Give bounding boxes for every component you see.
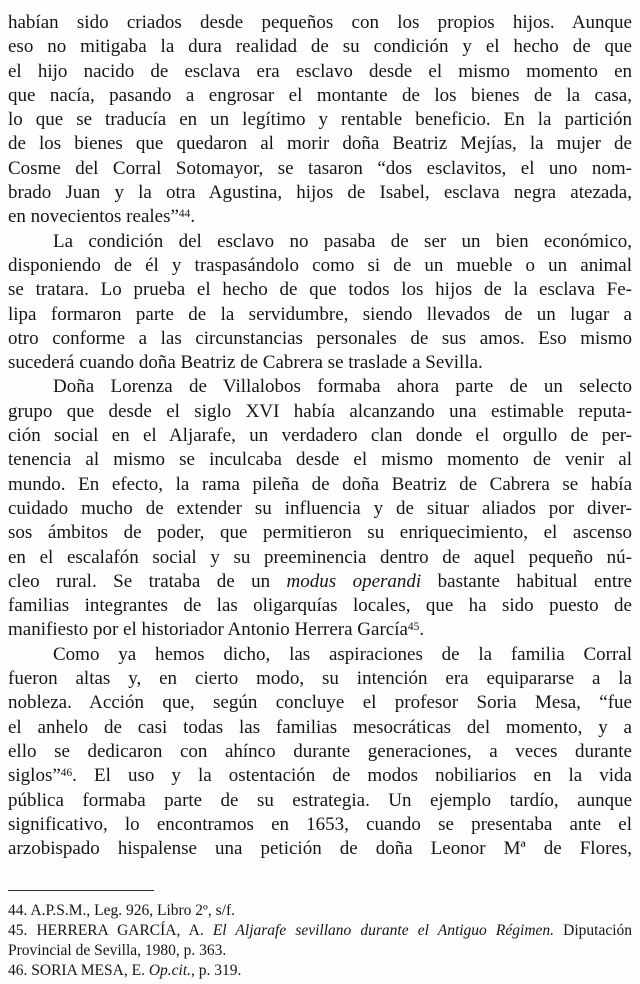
text-segment: . — [419, 619, 425, 641]
text-line — [8, 108, 632, 132]
text-line — [8, 764, 632, 788]
text-line — [8, 205, 632, 229]
text-line — [8, 473, 632, 497]
text-segment: , p. 319. — [191, 962, 242, 980]
text-line — [8, 618, 632, 642]
text-line — [8, 303, 632, 327]
text-line — [8, 521, 632, 545]
text-segment: La condición del esclavo no pasaba de ser un bien económico, — [53, 230, 632, 252]
text-segment: modus operandi — [286, 570, 422, 592]
text-segment: el hijo nacido de esclava era esclavo desde el mismo momento en — [8, 60, 632, 82]
text-segment: brado Juan y la otra Agustina, hijos de Isabel, esclava negra atezada, — [8, 182, 632, 204]
text-segment: grupo que desde el siglo XVI había alcanzando una estimable reputa- — [8, 400, 632, 422]
text-line — [8, 157, 632, 181]
text-segment: sos ámbitos de poder, que permitieron su enriquecimiento, el ascenso — [8, 522, 632, 544]
text-segment: en novecientos reales” — [8, 206, 179, 228]
text-line — [8, 181, 632, 205]
text-line — [8, 375, 632, 399]
text-segment: Doña Lorenza de Villalobos formaba ahora parte de un selecto — [53, 376, 632, 398]
text-segment: lo que se traducía en un legítimo y rentable beneficio. En la partición — [8, 109, 632, 131]
text-line — [8, 132, 632, 156]
text-segment: fueron altas y, en cierto modo, su intención era equipararse a la — [8, 668, 632, 690]
footnote-line — [8, 961, 632, 981]
text-segment: el anhelo de casi todas las familias mesocráticas del momento, y a — [8, 716, 632, 738]
text-line — [8, 254, 632, 278]
text-line — [8, 11, 632, 35]
text-line — [8, 740, 632, 764]
text-segment: Diputación — [554, 922, 633, 940]
text-segment: en el escalafón social y su preeminencia dentro de aquel pequeño nú- — [8, 546, 632, 568]
text-line — [8, 497, 632, 521]
text-segment: cuidado mucho de extender su influencia y de situar aliados por diver- — [8, 497, 632, 519]
text-segment: . — [190, 206, 196, 228]
text-line — [8, 327, 632, 351]
footnote-ref: 45 — [407, 621, 420, 634]
text-line — [8, 813, 632, 837]
text-segment: eso no mitigaba la dura realidad de su condición y el hecho de que — [8, 36, 632, 58]
text-line — [8, 691, 632, 715]
text-segment: tenencia al mismo se inculcaba desde el mismo momento de venir al — [8, 449, 632, 471]
text-segment: mundo. En efecto, la rama pileña de doña Beatriz de Cabrera se había — [8, 473, 632, 495]
text-line — [8, 570, 632, 594]
text-segment: familias integrantes de las oligarquías locales, que ha sido puesto de — [8, 595, 632, 617]
text-segment: se tratara. Lo prueba el hecho de que todos los hijos de la esclava Fe- — [8, 279, 632, 301]
text-segment: El Aljarafe sevillano durante el Antiguo Régimen. — [212, 922, 555, 940]
text-segment: Cosme del Corral Sotomayor, se tasaron “dos esclavitos, el uno nom- — [8, 157, 632, 179]
text-segment: disponiendo de él y traspasándolo como si de un mueble o un animal — [8, 254, 632, 276]
footnote-line — [8, 921, 632, 941]
text-segment: arzobispado hispalense una petición de doña Leonor Mª de Flores, — [8, 838, 632, 860]
text-line — [8, 448, 632, 472]
text-segment: pública formaba parte de su estrategia. Un ejemplo tardío, aunque — [8, 789, 632, 811]
text-segment: siglos” — [8, 765, 61, 787]
text-line — [8, 84, 632, 108]
text-segment: . El uso y la ostentación de modos nobiliarios en la vida — [72, 765, 632, 787]
text-line — [8, 351, 632, 375]
text-segment: lipa formaron parte de la servidumbre, siendo llevados de un lugar a — [8, 303, 632, 325]
text-segment: Provincial de Sevilla, 1980, p. 363. — [8, 942, 227, 960]
text-segment: otro conforme a las circunstancias personales de sus amos. Eso mismo — [8, 327, 632, 349]
text-line — [8, 546, 632, 570]
text-line — [8, 643, 632, 667]
text-line — [8, 60, 632, 84]
paragraph — [8, 643, 632, 862]
text-segment: 46. SORIA MESA, E. — [8, 962, 149, 980]
text-segment: ción social en el Aljarafe, un verdadero clan donde el orgullo de per- — [8, 425, 632, 447]
text-segment: Op.cit. — [148, 962, 191, 980]
paragraph — [8, 230, 632, 376]
text-line — [8, 594, 632, 618]
footnote-ref: 46 — [60, 767, 73, 780]
footnote-ref: 44 — [178, 208, 191, 221]
footnote-line — [8, 941, 632, 961]
text-segment: 45. HERRERA GARCÍA, A. — [8, 922, 213, 940]
text-segment: manifiesto por el historiador Antonio Herrera García — [8, 619, 408, 641]
text-segment: ello se dedicaron con ahínco durante generaciones, a veces durante — [8, 740, 632, 762]
text-segment: habían sido criados desde pequeños con los propios hijos. Aunque — [8, 12, 632, 33]
text-segment: cleo rural. Se trataba de un — [8, 570, 287, 592]
footnotes — [0, 891, 640, 981]
text-line — [8, 424, 632, 448]
text-segment: que nacía, pasando a engrosar el montante de los bienes de la casa, — [8, 84, 632, 106]
text-segment: nobleza. Acción que, según concluye el profesor Soria Mesa, “fue — [8, 692, 632, 714]
text-segment: significativo, lo encontramos en 1653, cuando se presentaba ante el — [8, 813, 632, 835]
text-line — [8, 789, 632, 813]
text-segment: bastante habitual entre — [421, 570, 632, 592]
footnote-line — [8, 901, 632, 921]
paragraph — [8, 11, 632, 230]
paragraph — [8, 375, 632, 642]
text-line — [8, 35, 632, 59]
text-line — [8, 230, 632, 254]
text-line — [8, 837, 632, 861]
text-segment: Como ya hemos dicho, las aspiraciones de la familia Corral — [53, 643, 632, 665]
text-line — [8, 400, 632, 424]
text-line — [8, 716, 632, 740]
text-line — [8, 278, 632, 302]
text-segment: 44. A.P.S.M., Leg. 926, Libro 2º, s/f. — [8, 902, 235, 920]
text-line — [8, 667, 632, 691]
text-segment: sucederá cuando doña Beatriz de Cabrera se traslade a Sevilla. — [8, 352, 483, 374]
text-segment: de los bienes que quedaron al morir doña Beatriz Mejías, la mujer de — [8, 133, 632, 155]
